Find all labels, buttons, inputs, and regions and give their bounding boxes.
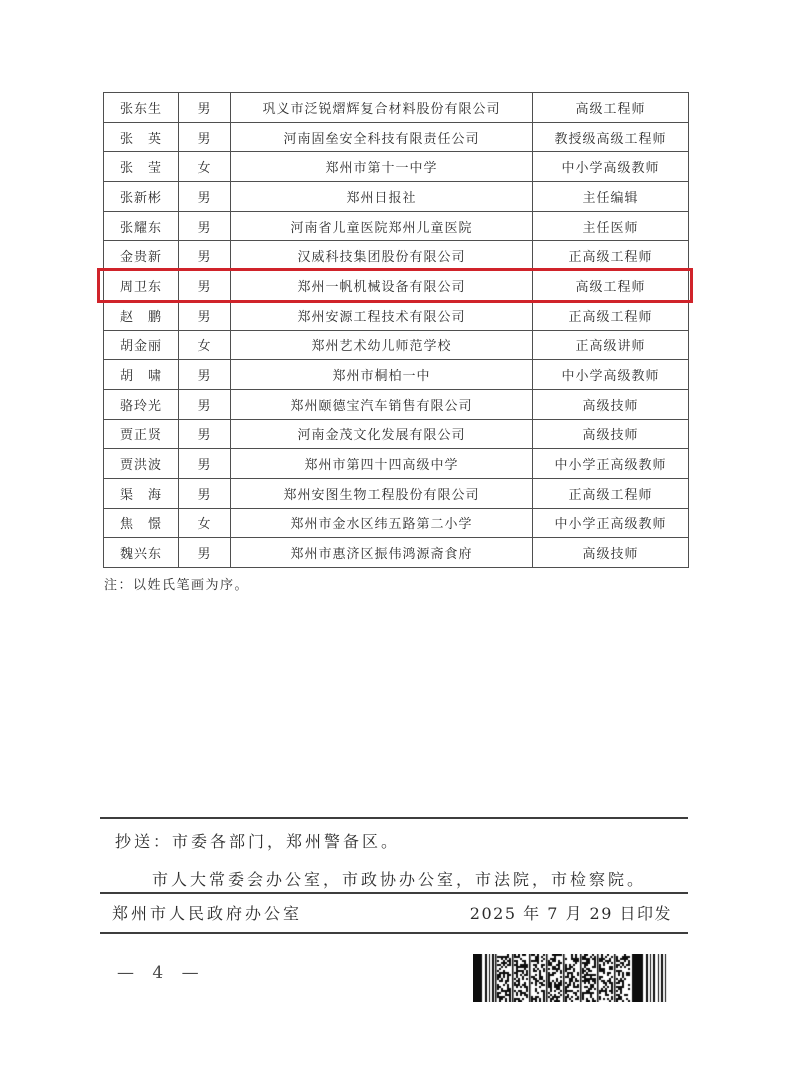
cell-name: 张耀东 [104, 211, 179, 241]
cell-title: 教授级高级工程师 [533, 122, 689, 152]
cell-gender: 女 [179, 330, 231, 360]
divider-top [100, 817, 688, 819]
cell-name: 张 英 [104, 122, 179, 152]
table-row [104, 241, 689, 271]
cell-name: 焦 憬 [104, 508, 179, 538]
cell-organization: 郑州颐德宝汽车销售有限公司 [231, 389, 533, 419]
sort-note: 注：以姓氏笔画为序。 [104, 578, 250, 593]
print-date: 2025 年 7 月 29 日印发 [469, 904, 672, 923]
cell-gender: 男 [179, 122, 231, 152]
cell-title: 主任医师 [533, 211, 689, 241]
cell-organization: 郑州市第十一中学 [231, 152, 533, 182]
table-row [104, 152, 689, 182]
cell-title: 高级技师 [533, 389, 689, 419]
cell-title: 主任编辑 [533, 182, 689, 212]
cell-gender: 男 [179, 211, 231, 241]
cell-organization: 河南固垒安全科技有限责任公司 [231, 122, 533, 152]
cell-gender: 男 [179, 241, 231, 271]
table-row [104, 478, 689, 508]
cell-name: 张东生 [104, 93, 179, 123]
cell-title: 中小学高级教师 [533, 360, 689, 390]
table-row [104, 182, 689, 212]
cell-name: 渠 海 [104, 478, 179, 508]
cell-gender: 男 [179, 538, 231, 568]
issuing-office: 郑州市人民政府办公室 [112, 904, 303, 923]
cell-name: 贾正贤 [104, 419, 179, 449]
cell-title: 正高级工程师 [533, 478, 689, 508]
cell-name: 贾洪波 [104, 449, 179, 479]
cell-title: 正高级工程师 [533, 300, 689, 330]
table-row [104, 271, 689, 301]
cell-organization: 河南省儿童医院郑州儿童医院 [231, 211, 533, 241]
cell-organization: 郑州市桐柏一中 [231, 360, 533, 390]
cc-line-2: 市人大常委会办公室，市政协办公室，市法院，市检察院。 [152, 870, 647, 889]
cell-gender: 男 [179, 478, 231, 508]
cell-gender: 男 [179, 449, 231, 479]
cell-organization: 郑州安源工程技术有限公司 [231, 300, 533, 330]
cell-name: 张新彬 [104, 182, 179, 212]
cell-gender: 女 [179, 152, 231, 182]
cell-title: 中小学正高级教师 [533, 449, 689, 479]
roster-table-body [104, 93, 689, 568]
cell-name: 金贵新 [104, 241, 179, 271]
table-row [104, 330, 689, 360]
cell-title: 中小学高级教师 [533, 152, 689, 182]
table-row [104, 389, 689, 419]
table-row [104, 122, 689, 152]
table-row [104, 211, 689, 241]
cell-organization: 郑州市第四十四高级中学 [231, 449, 533, 479]
divider-bottom [100, 932, 688, 934]
cell-gender: 男 [179, 93, 231, 123]
cell-gender: 男 [179, 419, 231, 449]
table-row [104, 300, 689, 330]
cell-title: 高级工程师 [533, 93, 689, 123]
table-row [104, 419, 689, 449]
cell-title: 高级技师 [533, 538, 689, 568]
cell-name: 魏兴东 [104, 538, 179, 568]
cell-name: 张 莹 [104, 152, 179, 182]
cell-organization: 郑州安图生物工程股份有限公司 [231, 478, 533, 508]
page-number: — 4 — [117, 963, 201, 983]
cell-name: 周卫东 [104, 271, 179, 301]
cell-organization: 郑州市惠济区振伟鸿源斋食府 [231, 538, 533, 568]
cell-title: 高级工程师 [533, 271, 689, 301]
table-row [104, 93, 689, 123]
cell-name: 胡金丽 [104, 330, 179, 360]
cell-organization: 汉威科技集团股份有限公司 [231, 241, 533, 271]
cell-gender: 女 [179, 508, 231, 538]
divider-middle [100, 892, 688, 894]
table-row [104, 508, 689, 538]
cc-line-1: 抄送：市委各部门，郑州警备区。 [115, 832, 401, 851]
cell-name: 胡 啸 [104, 360, 179, 390]
cell-name: 骆玲光 [104, 389, 179, 419]
table-row [104, 360, 689, 390]
cell-name: 赵 鹏 [104, 300, 179, 330]
cell-gender: 男 [179, 360, 231, 390]
cell-title: 高级技师 [533, 419, 689, 449]
cell-organization: 郑州一帆机械设备有限公司 [231, 271, 533, 301]
cell-gender: 男 [179, 389, 231, 419]
table-row [104, 449, 689, 479]
cell-organization: 郑州艺术幼儿师范学校 [231, 330, 533, 360]
cell-title: 正高级工程师 [533, 241, 689, 271]
cell-organization: 河南金茂文化发展有限公司 [231, 419, 533, 449]
barcode [473, 954, 668, 1002]
cell-organization: 巩义市泛锐熠辉复合材料股份有限公司 [231, 93, 533, 123]
cell-gender: 男 [179, 182, 231, 212]
cell-gender: 男 [179, 300, 231, 330]
table-row [104, 538, 689, 568]
cell-organization: 郑州日报社 [231, 182, 533, 212]
cell-organization: 郑州市金水区纬五路第二小学 [231, 508, 533, 538]
roster-table [103, 92, 689, 568]
cell-gender: 男 [179, 271, 231, 301]
cell-title: 中小学正高级教师 [533, 508, 689, 538]
cell-title: 正高级讲师 [533, 330, 689, 360]
